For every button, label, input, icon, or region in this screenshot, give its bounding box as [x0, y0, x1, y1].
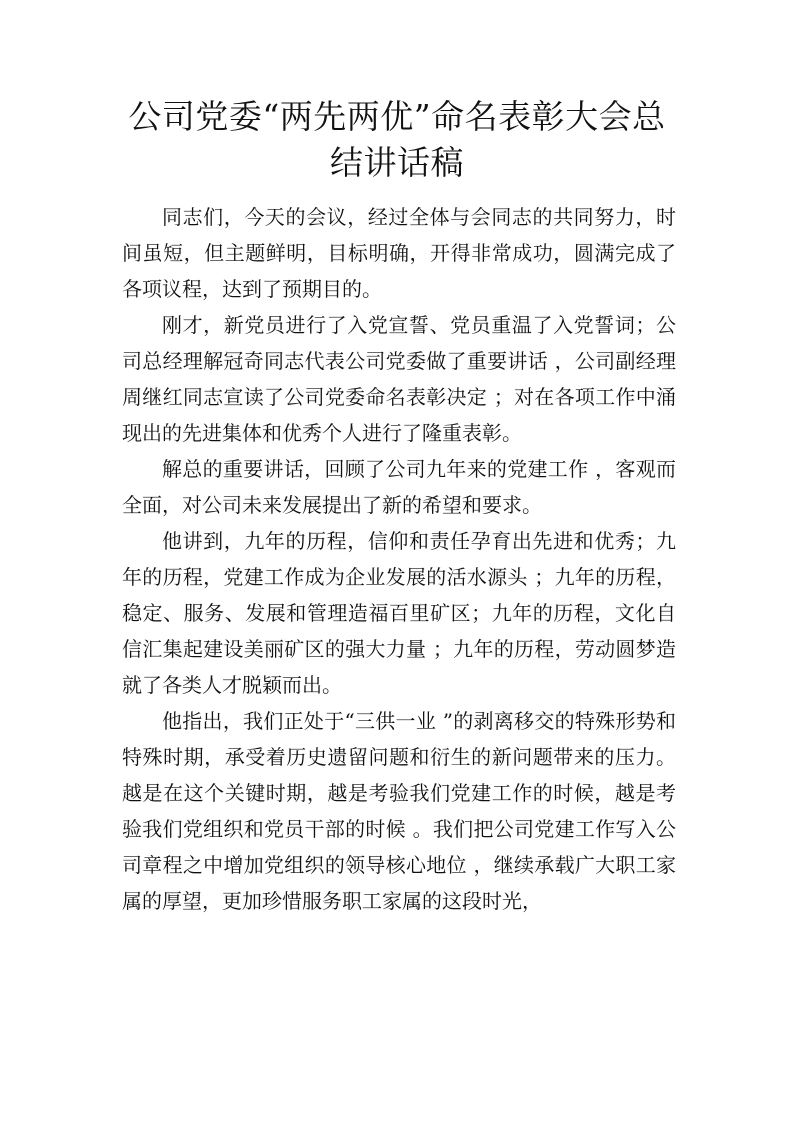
title-line-2: 结讲话稿	[330, 143, 464, 182]
paragraph: 他讲到，九年的历程，信仰和责任孕育出先进和优秀；九年的历程，党建工作成为企业发展的活水源头 ；九年的历程，稳定、服务、发展和管理造福百里矿区；九年的历程，文化自信汇集起建设美丽矿区的强大力量 ；九年的历程，劳动圆梦造就了各类人才脱颖而出。	[122, 529, 676, 697]
title-line-1: 公司党委“两先两优”命名表彰大会总	[128, 97, 666, 136]
paragraph: 同志们，今天的会议，经过全体与会同志的共同努力，时间虽短，但主题鲜明，目标明确，开得非常成功，圆满完成了各项议程，达到了预期目的。	[122, 205, 676, 301]
document-title	[110, 94, 684, 186]
paragraph: 刚才，新党员进行了入党宣誓、党员重温了入党誓词；公司总经理解冠奇同志代表公司党委做了重要讲话 ，公司副经理周继红同志宣读了公司党委命名表彰决定 ；对在各项工作中涌现出的先进集体和优秀个人进行了隆重表彰。	[122, 313, 676, 445]
document-body	[122, 199, 676, 919]
paragraph: 解总的重要讲话，回顾了公司九年来的党建工作 ，客观而全面，对公司未来发展提出了新的希望和要求。	[122, 457, 676, 517]
paragraph: 他指出，我们正处于“三供一业 ”的剥离移交的特殊形势和特殊时期，承受着历史遗留问题和衍生的新问题带来的压力。越是在这个关键时期，越是考验我们党建工作的时候，越是考验我们党组织和党员干部的时候 。我们把公司党建工作写入公司章程之中增加党组织的领导核心地位 ，继续承载广大职工家属的厚望，更加珍惜服务职工家属的这段时光，	[122, 709, 676, 913]
